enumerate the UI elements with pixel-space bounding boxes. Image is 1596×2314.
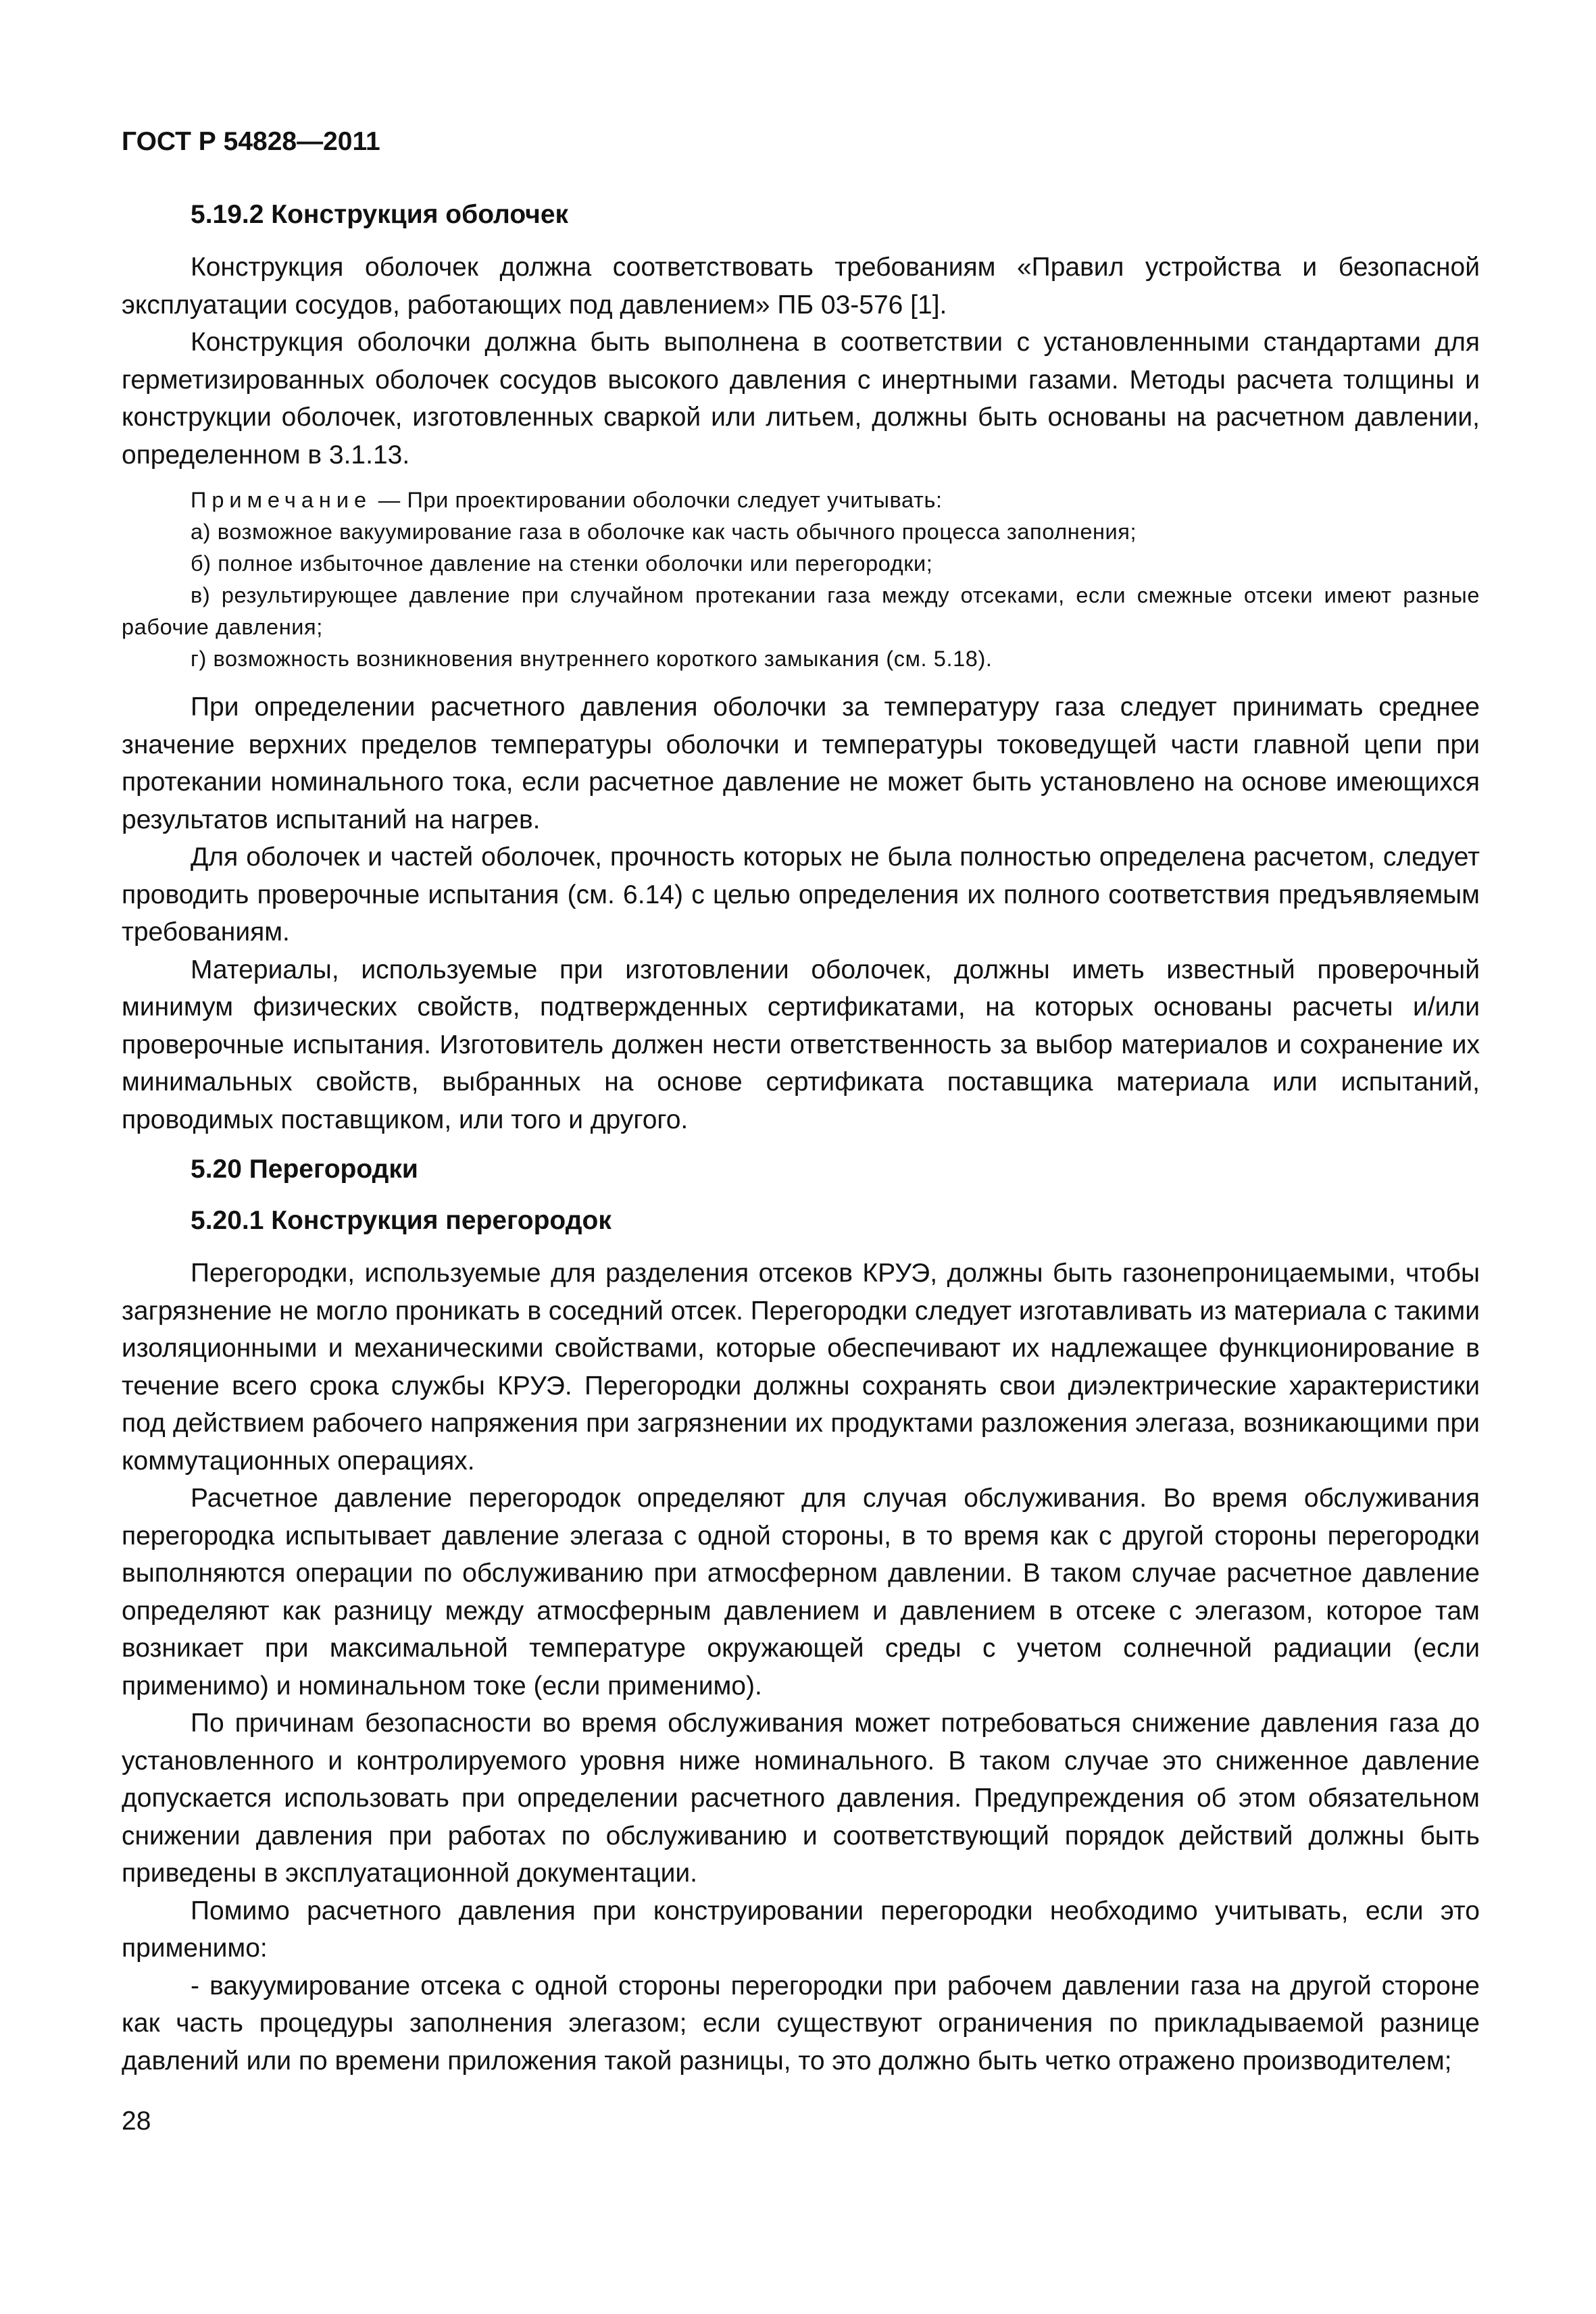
- paragraph: Для оболочек и частей оболочек, прочность которых не была полностью определена расчетом, следует проводить проверочные испытания (см. 6.14) с целью определения их полного соответствия предъявляемым требованиям.: [122, 842, 1480, 947]
- page-number: 28: [122, 2107, 151, 2136]
- note-item: в) результирующее давление при случайном протекании газа между отсеками, если смежные отсеки имеют разные рабочие давления;: [122, 583, 1480, 639]
- paragraph: Конструкция оболочки должна быть выполнена в соответствии с установленными стандартами для герметизированных оболочек сосудов высокого давления с инертными газами. Методы расчета толщины и конструкции оболочек, изготовленных сваркой или литьем, должны быть основаны на расчетном давлении, определенном в 3.1.13.: [122, 328, 1480, 470]
- document-code: ГОСТ Р 54828—2011: [122, 127, 380, 156]
- page-content: [122, 196, 1480, 2080]
- section-title-5-20-1: 5.20.1 Конструкция перегородок: [191, 1206, 612, 1235]
- list-item: - вакуумирование отсека с одной стороны перегородки при рабочем давлении газа на другой стороне как часть процедуры заполнения элегазом; если существуют ограничения по прикладываемой разнице давлений или по времени приложения такой разницы, то это должно быть четко отражено производителем;: [122, 1971, 1480, 2076]
- note-item: а) возможное вакуумирование газа в оболочке как часть обычного процесса заполнения;: [191, 520, 1137, 544]
- paragraph: Материалы, используемые при изготовлении оболочек, должны иметь известный проверочный минимум физических свойств, подтвержденных сертификатами, на которых основаны расчеты и/или проверочные испытания. Изготовитель должен нести ответственность за выбор материалов и сохранение их минимальных свойств, выбранных на основе сертификата поставщика материала или испытаний, проводимых поставщиком, или того и другого.: [122, 955, 1480, 1134]
- paragraph: Конструкция оболочек должна соответствовать требованиям «Правил устройства и безопасной эксплуатации сосудов, работающих под давлением» ПБ 03-576 [1].: [122, 253, 1480, 320]
- section-title-5-19-2: 5.19.2 Конструкция оболочек: [191, 200, 569, 229]
- paragraph: Перегородки, используемые для разделения отсеков КРУЭ, должны быть газонепроницаемыми, чтобы загрязнение не могло проникать в соседний отсек. Перегородки следует изготавливать из материала с такими изоляционными и механическими свойствами, которые обеспечивают их надлежащее функционирование в течение всего срока службы КРУЭ. Перегородки должны сохранять свои диэлектрические характеристики под действием рабочего напряжения при загрязнении их продуктами разложения элегаза, возникающими при коммутационных операциях.: [122, 1259, 1480, 1476]
- note-item: г) возможность возникновения внутреннего короткого замыкания (см. 5.18).: [191, 647, 993, 671]
- note-item: б) полное избыточное давление на стенки оболочки или перегородки;: [191, 551, 933, 576]
- note-label: Примечание: [191, 488, 372, 512]
- note-block: [122, 484, 1480, 675]
- paragraph: По причинам безопасности во время обслуживания может потребоваться снижение давления газа до установленного и контролируемого уровня ниже номинального. В таком случае это сниженное давление допускается использовать при определении расчетного давления. Предупреждения об этом обязательном снижении давления при работах по обслуживанию и соответствующий порядок действий должны быть приведены в эксплуатационной документации.: [122, 1709, 1480, 1888]
- section-title-5-20: 5.20 Перегородки: [191, 1155, 418, 1184]
- paragraph: Помимо расчетного давления при конструировании перегородки необходимо учитывать, если это применимо:: [122, 1896, 1480, 1963]
- paragraph: При определении расчетного давления оболочки за температуру газа следует принимать среднее значение верхних пределов температуры оболочки и температуры токоведущей части главной цепи при протекании номинального тока, если расчетное давление не может быть установлено на основе имеющихся результатов испытаний на нагрев.: [122, 693, 1480, 834]
- note-intro: [122, 484, 1480, 516]
- note-intro-text: — При проектировании оболочки следует учитывать:: [372, 488, 943, 512]
- paragraph: Расчетное давление перегородок определяют для случая обслуживания. Во время обслуживания перегородка испытывает давление элегаза с одной стороны, в то время как с другой стороны перегородки выполняются операции по обслуживанию при атмосферном давлении. В таком случае расчетное давление определяют как разницу между атмосферным давлением и давлением в отсеке с элегазом, которое там возникает при максимальной температуре окружающей среды с учетом солнечной радиации (если применимо) и номинальном токе (если применимо).: [122, 1484, 1480, 1701]
